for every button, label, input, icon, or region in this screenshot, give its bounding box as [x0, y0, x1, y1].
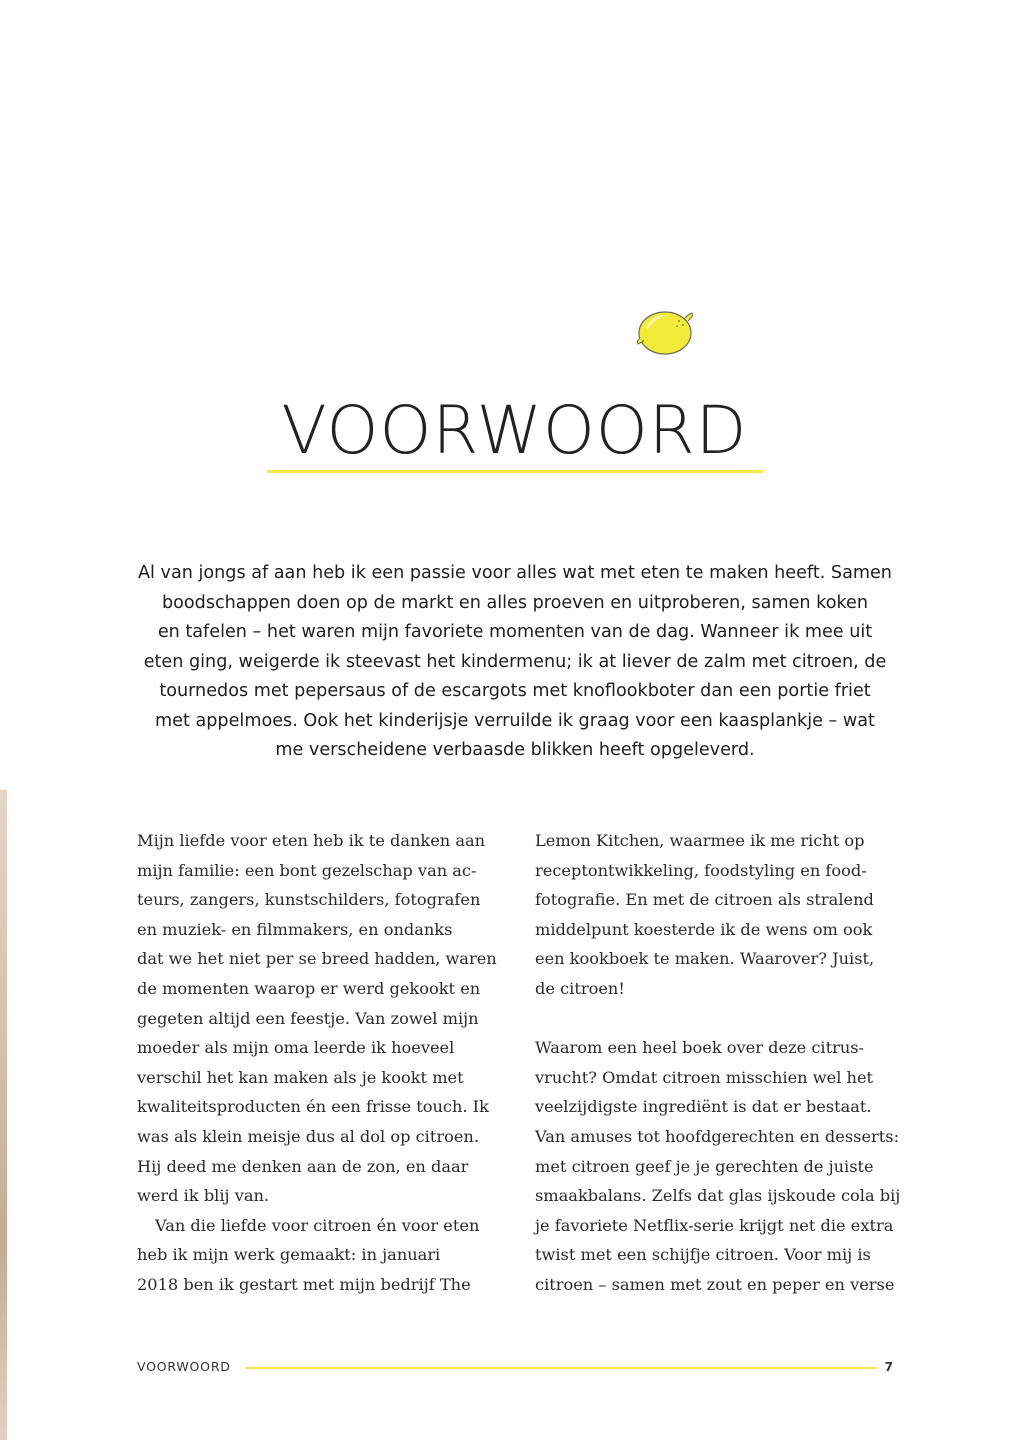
text-line: heb ik mijn werk gemaakt: in januari — [137, 1245, 441, 1265]
lemon-icon — [632, 305, 698, 359]
text-line: de citroen! — [535, 978, 625, 998]
intro-paragraph — [130, 559, 900, 766]
text-line: mijn familie: een bont gezelschap van ac- — [137, 860, 477, 880]
body-paragraph — [535, 826, 897, 1004]
footer-rule — [245, 1367, 877, 1369]
text-line: Van die liefde voor citroen én voor eten — [155, 1215, 480, 1235]
text-line: de momenten waarop er werd gekookt en — [137, 978, 481, 998]
text-line: twist met een schijfje citroen. Voor mij is — [535, 1245, 871, 1265]
text-line: receptontwikkeling, foodstyling en food- — [535, 860, 867, 880]
text-line: Van amuses tot hoofdgerechten en desserts: — [535, 1126, 900, 1146]
footer-section-label: VOORWOORD — [137, 1359, 231, 1374]
text-line: was als klein meisje dus al dol op citroen. — [137, 1126, 479, 1146]
intro-line: boodschappen doen op de markt en alles proeven en uitproberen, samen koken — [161, 592, 869, 613]
text-line: gegeten altijd een feestje. Van zowel mijn — [137, 1008, 479, 1028]
body-paragraph — [535, 1033, 901, 1299]
intro-line: tournedos met pepersaus of de escargots met knoflookboter dan een portie friet — [159, 681, 871, 701]
intro-line: en tafelen – het waren mijn favoriete momenten van de dag. Wanneer ik mee uit — [157, 622, 873, 642]
text-line: smaakbalans. Zelfs dat glas ijskoude cola bij — [535, 1186, 901, 1206]
body-column-right — [535, 826, 901, 1300]
text-line: Hij deed me denken aan de zon, en daar — [137, 1156, 469, 1176]
text-line: moeder als mijn oma leerde ik hoeveel — [137, 1038, 455, 1058]
text-line: fotografie. En met de citroen als stralend — [535, 890, 874, 910]
page-edge-photo-strip — [0, 790, 7, 1440]
title-underline — [267, 470, 763, 473]
page-number: 7 — [884, 1360, 893, 1374]
text-line: dat we het niet per se breed hadden, waren — [137, 949, 497, 969]
body-paragraph — [137, 1211, 499, 1300]
text-line: kwaliteitsproducten én een frisse touch. Ik — [137, 1097, 489, 1117]
text-line: Lemon Kitchen, waarmee ik me richt op — [535, 831, 865, 850]
intro-line: Al van jongs af aan heb ik een passie voor alles wat met eten te maken heeft. Samen — [138, 563, 892, 583]
body-paragraph — [137, 826, 499, 1211]
text-line: met citroen geef je je gerechten de juiste — [535, 1156, 874, 1176]
text-line: een kookboek te maken. Waarover? Juist, — [535, 949, 875, 969]
text-line: teurs, zangers, kunstschilders, fotografen — [137, 890, 481, 910]
text-line: je favoriete Netflix-serie krijgt net die extra — [535, 1215, 894, 1235]
text-line: citroen – samen met zout en peper en verse — [535, 1274, 895, 1294]
intro-line: eten ging, weigerde ik steevast het kindermenu; ik at liever de zalm met citroen, de — [143, 651, 887, 672]
text-line: 2018 ben ik gestart met mijn bedrijf The — [137, 1274, 471, 1294]
text-line: verschil het kan maken als je kookt met — [137, 1067, 464, 1087]
text-line: en muziek- en filmmakers, en ondanks — [137, 919, 453, 939]
text-line: veelzijdigste ingrediënt is dat er bestaat. — [535, 1097, 872, 1117]
page-footer — [137, 1359, 893, 1375]
text-line: Waarom een heel boek over deze citrus- — [535, 1038, 865, 1058]
text-line: vrucht? Omdat citroen misschien wel het — [535, 1067, 874, 1087]
body-column-left — [137, 826, 499, 1300]
text-line: Mijn liefde voor eten heb ik te danken aan — [137, 831, 486, 850]
intro-line: met appelmoes. Ook het kinderijsje verruilde ik graag voor een kaasplankje – wat — [155, 710, 875, 731]
intro-line: me verscheidene verbaasde blikken heeft opgeleverd. — [275, 740, 755, 760]
page-title: VOORWOORD — [281, 392, 748, 469]
text-line: middelpunt koesterde ik de wens om ook — [535, 919, 873, 939]
text-line: werd ik blij van. — [137, 1186, 270, 1206]
